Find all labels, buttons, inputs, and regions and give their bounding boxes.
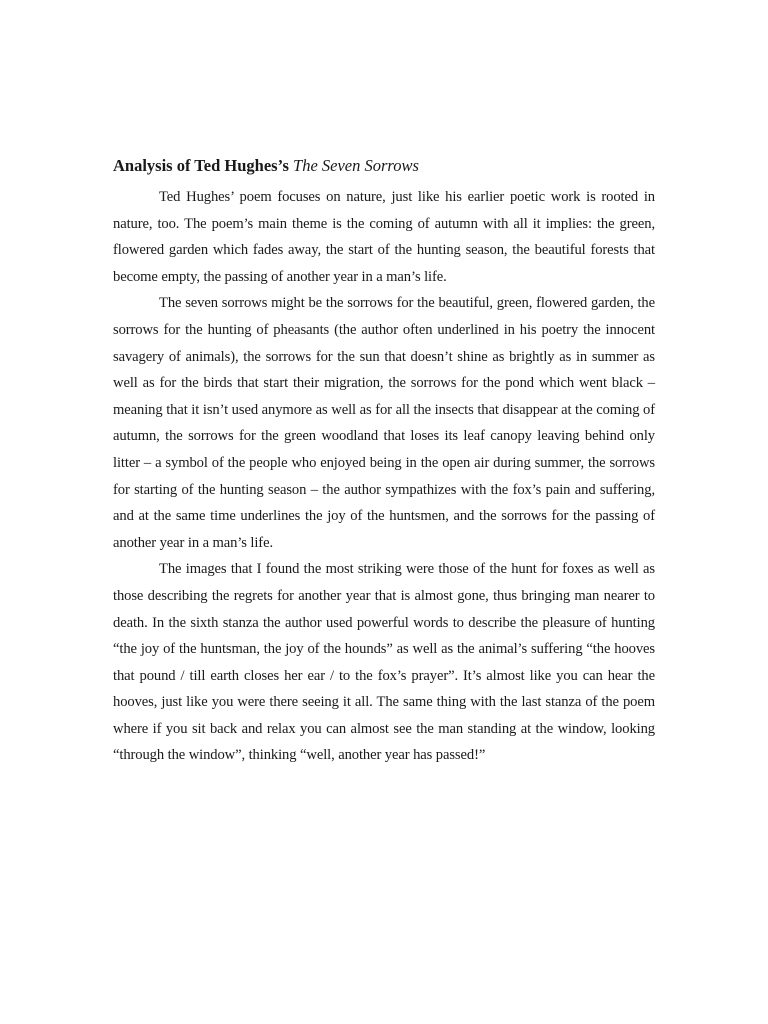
- paragraph-1: Ted Hughes’ poem focuses on nature, just like his earlier poetic work is rooted in nature, too. The poem’s main theme is the coming of autumn with all it implies: the green, flowered garden which fades away, the start of the hunting season, the beautiful forests that become empty, the passing of another year in a man’s life.: [113, 189, 655, 285]
- paragraph-2: The seven sorrows might be the sorrows for the beautiful, green, flowered garden, the sorrows for the hunting of pheasants (the author often underlined in his poetry the innocent savagery of animals), the sorrows for the sun that doesn’t shine as brightly as in summer as well as for the birds that start their migration, the sorrows for the pond which went black – meaning that it isn’t used anymore as well as for all the insects that disappear at the coming of autumn, the sorrows for the green woodland that loses its leaf canopy leaving behind only litter – a symbol of the people who enjoyed being in the open air during summer, the sorrows for starting of the hunting season – the author sympathizes with the fox’s pain and suffering, and at the same time underlines the joy of the huntsmen, and the sorrows for the passing of another year in a man’s life.: [113, 295, 655, 551]
- title-work-name: The Seven Sorrows: [293, 156, 419, 175]
- document-body: [113, 152, 655, 769]
- title-prefix: Analysis of Ted Hughes’s: [113, 156, 294, 175]
- document-title: [113, 152, 655, 180]
- paragraph-3: The images that I found the most striking were those of the hunt for foxes as well as those describing the regrets for another year that is almost gone, thus bringing man nearer to death. In the sixth stanza the author used powerful words to describe the pleasure of hunting “the joy of the huntsman, the joy of the hounds” as well as the animal’s suffering “the hooves that pound / till earth closes her ear / to the fox’s prayer”. It’s almost like you can hear the hooves, just like you were there seeing it all. The same thing with the last stanza of the poem where if you sit back and relax you can almost see the man standing at the window, looking “through the window”, thinking “well, another year has passed!”: [113, 561, 655, 764]
